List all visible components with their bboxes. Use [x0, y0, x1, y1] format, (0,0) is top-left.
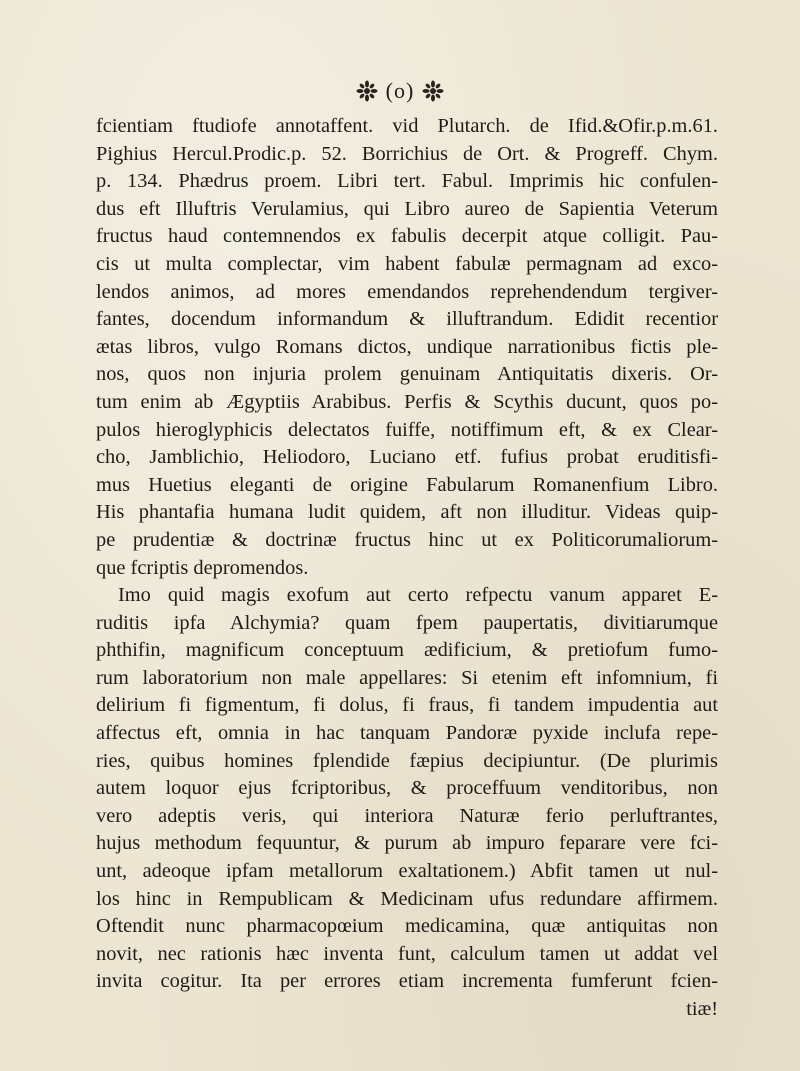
text-line: pulos hieroglyphicis delectatos fuiffe, notiffimum eft, & ex Clear-	[96, 418, 718, 441]
text-line: affectus eft, omnia in hac tanquam Pandoræ pyxide inclufa repe-	[96, 722, 718, 745]
text-line: fcientiam ftudiofe annotaffent. vid Plutarch. de Ifid.&Ofir.p.m.61.	[96, 115, 718, 137]
fleuron-icon	[356, 80, 378, 102]
text-line: fructus haud contemnendos ex fabulis decerpit atque colligit. Pau-	[96, 225, 718, 248]
text-line: cho, Jamblichio, Heliodoro, Luciano etf. fufius probat eruditisfi-	[96, 446, 718, 469]
text-line: invita cogitur. Ita per errores etiam incrementa fumferunt fcien-	[96, 970, 718, 993]
text-line: ruditis ipfa Alchymia? quam fpem paupertatis, divitiarumque	[96, 611, 718, 634]
text-line: novit, nec rationis hæc inventa funt, calculum tamen ut addat vel	[96, 942, 718, 965]
text-line: His phantafia humana ludit quidem, aft non illuditur. Videas quip-	[96, 501, 718, 524]
signature-mark: (o)	[385, 78, 415, 103]
text-line: lendos animos, ad mores emendandos reprehendendum tergiver-	[96, 280, 718, 303]
text-line: que fcriptis depromendos.	[96, 556, 309, 579]
text-line: ætas libros, vulgo Romans dictos, undique narrationibus fictis ple-	[96, 335, 718, 358]
text-line: unt, adeoque ipfam metallorum exaltationem.) Abfit tamen ut nul-	[96, 860, 718, 883]
fleuron-icon	[422, 80, 444, 102]
text-line: Pighius Hercul.Prodic.p. 52. Borrichius de Ort. & Progreff. Chym.	[96, 142, 718, 165]
text-line: autem loquor ejus fcriptoribus, & proceffuum venditoribus, non	[96, 777, 718, 800]
text-line: fantes, docendum informandum & illuftrandum. Edidit recentior	[96, 308, 718, 331]
page-header	[0, 74, 800, 108]
text-line: ries, quibus homines fplendide fæpius decipiuntur. (De plurimis	[96, 749, 718, 772]
text-line: hujus methodum fequuntur, & purum ab impuro feparare vere fci-	[96, 832, 718, 855]
text-line: los hinc in Rempublicam & Medicinam ufus redundare affirmem.	[96, 887, 718, 910]
text-line: delirium fi figmentum, fi dolus, fi fraus, fi tandem impudentia aut	[96, 694, 718, 717]
text-line: pe prudentiæ & doctrinæ fructus hinc ut ex Politicorumaliorum-	[96, 528, 718, 551]
text-line: vero adeptis veris, qui interiora Naturæ ferio perluftrantes,	[96, 804, 718, 827]
body-text	[96, 113, 718, 1024]
text-line: tum enim ab Ægyptiis Arabibus. Perfis & Scythis ducunt, quos po-	[96, 390, 718, 413]
text-line: Imo quid magis exofum aut certo refpectu vanum apparet E-	[118, 584, 718, 607]
catchword: tiæ!	[686, 998, 718, 1020]
text-line: Oftendit nunc pharmacopœium medicamina, quæ antiquitas non	[96, 915, 718, 938]
text-line: rum laboratorium non male appellares: Si etenim eft infomnium, fi	[96, 666, 718, 689]
text-line: p. 134. Phædrus proem. Libri tert. Fabul. Imprimis hic confulen-	[96, 170, 718, 193]
text-line: dus eft Illuftris Verulamius, qui Libro aureo de Sapientia Veterum	[96, 197, 718, 220]
text-line: cis ut multa complectar, vim habent fabulæ permagnam ad exco-	[96, 252, 718, 275]
text-line: mus Huetius eleganti de origine Fabularum Romanenfium Libro.	[96, 473, 718, 496]
text-line: phthifin, magnificum conceptuum ædificium, & pretiofum fumo-	[96, 639, 718, 662]
text-line: nos, quos non injuria prolem genuinam Antiquitatis dixeris. Or-	[96, 363, 718, 386]
